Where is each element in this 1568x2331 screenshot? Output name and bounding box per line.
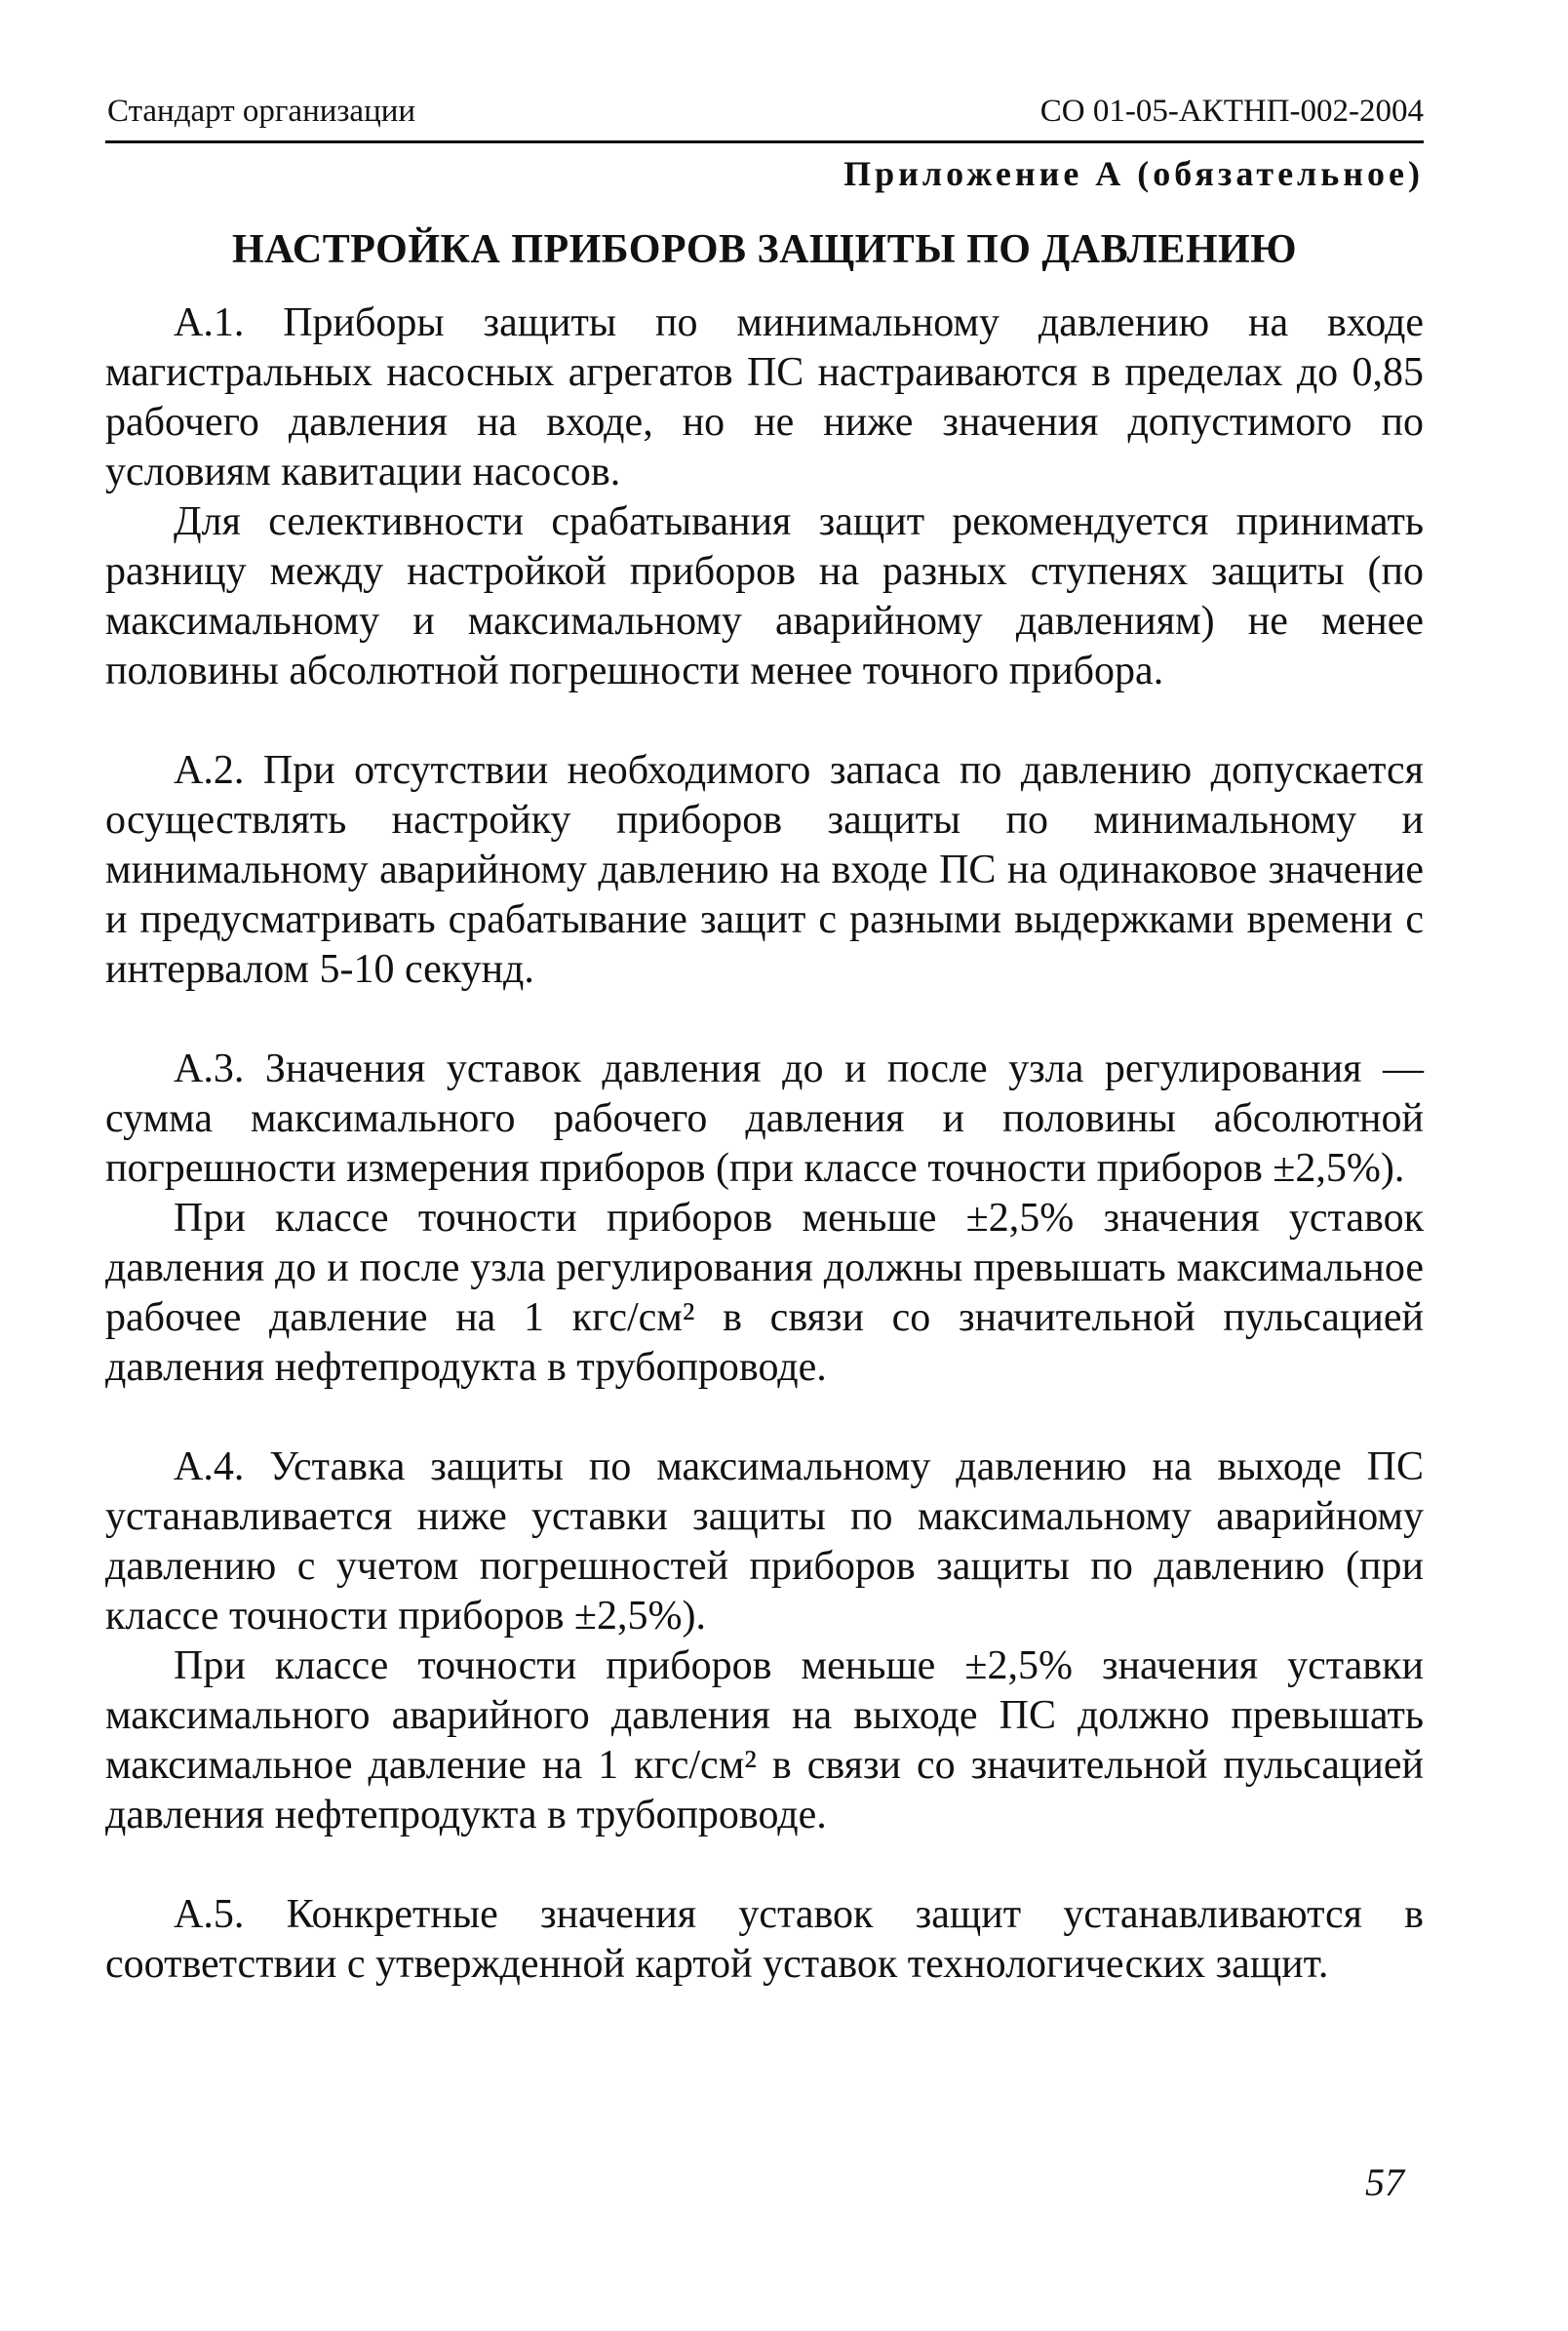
- running-header: [105, 92, 1424, 143]
- appendix-label: Приложение А (обязательное): [843, 154, 1424, 193]
- paragraph-a4: А.4. Уставка защиты по максимальному давлению на выходе ПС устанавливается ниже уставки защиты по максимальному аварийному давлению с учетом погрешностей приборов защиты по давлению (при классе точности приборов ±2,5%).: [105, 1444, 1424, 1639]
- paragraph-a2: А.2. При отсутствии необходимого запаса по давлению допускается осуществлять настройку приборов защиты по минимальному и минимальному аварийному давлению на входе ПС на одинаковое значение и предусматривать срабатывание защит с разными выдержками времени с интервалом 5-10 секунд.: [105, 748, 1424, 992]
- section-title: НАСТРОЙКА ПРИБОРОВ ЗАЩИТЫ ПО ДАВЛЕНИЮ: [232, 227, 1297, 272]
- paragraph-a3: А.3. Значения уставок давления до и после узла регулирования — сумма максимального рабочего давления и половины абсолютной погрешности измерения приборов (при классе точности приборов ±2,5%).: [105, 1047, 1424, 1191]
- page-number: 57: [1365, 2160, 1404, 2204]
- paragraph-a1: А.1. Приборы защиты по минимальному давлению на входе магистральных насосных агрегатов ПС настраиваются в пределах до 0,85 рабочего давления на входе, но не ниже значения допустимого по условиям кавитации насосов.: [105, 300, 1424, 494]
- paragraph-a5: А.5. Конкретные значения уставок защит устанавливаются в соответствии с утвержденной картой уставок технологических защит.: [105, 1892, 1424, 1987]
- paragraph-a3-accuracy: При классе точности приборов меньше ±2,5% значения уставок давления до и после узла регулирования должны превышать максимальное рабочее давление на 1 кгс/см² в связи со значительной пульсацией давления нефтепродукта в трубопроводе.: [105, 1196, 1424, 1390]
- header-document-code: СО 01-05-АКТНП-002-2004: [1039, 94, 1424, 129]
- body-text: [105, 298, 1424, 1990]
- paragraph-a4-accuracy: При классе точности приборов меньше ±2,5% значения уставки максимального аварийного давления на выходе ПС должно превышать максимальное давление на 1 кгс/см² в связи со значительной пульсацией давления нефтепродукта в трубопроводе.: [105, 1643, 1424, 1837]
- header-organization-standard: Стандарт организации: [107, 94, 416, 129]
- paragraph-a1-selectivity: Для селективности срабатывания защит рекомендуется принимать разницу между настройкой приборов на разных ступенях защиты (по максимальному и максимальному аварийному давлениям) не менее половины абсолютной погрешности менее точного прибора.: [105, 499, 1424, 693]
